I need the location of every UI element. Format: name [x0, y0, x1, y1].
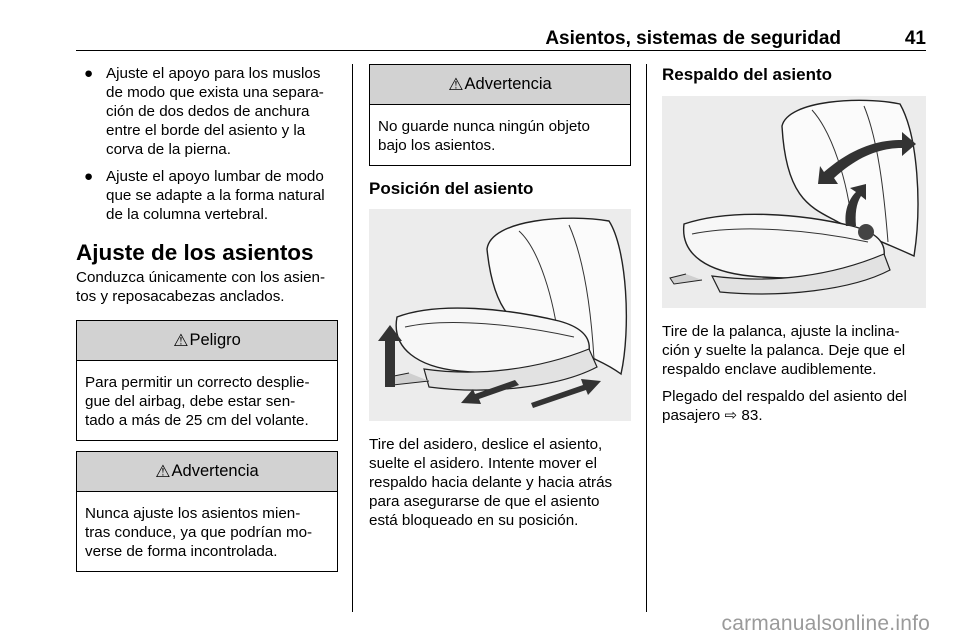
- warning-box: [369, 64, 631, 166]
- text-line: Tire de la palanca, ajuste la inclina-: [662, 323, 900, 340]
- column-divider: [352, 64, 353, 612]
- warning-title: Advertencia: [171, 462, 259, 480]
- intro-paragraph: [76, 268, 338, 306]
- warning-body: [77, 492, 337, 571]
- warning-triangle-icon: ⚠: [448, 75, 464, 94]
- page-header: [76, 26, 926, 51]
- header-title: Asientos, sistemas de seguridad: [545, 28, 841, 49]
- text-line: bajo los asientos.: [378, 137, 496, 154]
- seat-position-paragraph: [369, 435, 631, 530]
- section-title: Ajuste de los asientos: [76, 240, 314, 265]
- middle-column: [369, 64, 631, 530]
- bullet-line: de modo que exista una separa-: [106, 84, 324, 101]
- right-column: [662, 64, 928, 425]
- warning-box: [76, 451, 338, 572]
- text-line: tras conduce, ya que podrían mo-: [85, 524, 313, 541]
- page-reference-link[interactable]: pasajero ⇨ 83.: [662, 407, 763, 424]
- text-line: verse de forma incontrolada.: [85, 543, 278, 560]
- warning-box-header: [370, 65, 630, 105]
- backrest-paragraph-1: [662, 322, 928, 379]
- backrest-drawing: [662, 96, 926, 308]
- text-line: Conduzca únicamente con los asien-: [76, 269, 326, 286]
- text-line: gue del airbag, debe estar sen-: [85, 393, 296, 410]
- text-line: Nunca ajuste los asientos mien-: [85, 505, 301, 522]
- backrest-paragraph-2: [662, 387, 928, 425]
- danger-box: [76, 320, 338, 441]
- column-divider: [646, 64, 647, 612]
- warning-triangle-icon: ⚠: [155, 462, 171, 481]
- text-line: tado a más de 25 cm del volante.: [85, 412, 309, 429]
- bullet-line: corva de la pierna.: [106, 141, 231, 158]
- text-line: Tire del asidero, deslice el asiento,: [369, 436, 603, 453]
- seat-position-illustration: [369, 209, 631, 421]
- bullet-line: entre el borde del asiento y la: [106, 122, 306, 139]
- warning-triangle-icon: ⚠: [173, 331, 189, 350]
- bullet-line: Ajuste el apoyo lumbar de modo: [106, 168, 324, 185]
- backrest-illustration: [662, 96, 926, 308]
- bullet-line: ción de dos dedos de anchura: [106, 103, 310, 120]
- warning-body: [370, 105, 630, 165]
- text-line: suelte el asidero. Intente mover el: [369, 455, 597, 472]
- text-line: está bloqueado en su posición.: [369, 512, 579, 529]
- warning-title: Advertencia: [464, 75, 552, 93]
- text-line: ción y suelte la palanca. Deje que el: [662, 342, 906, 359]
- page-number: 41: [904, 28, 926, 49]
- bullet-dot: ●: [84, 168, 94, 185]
- text-line: respaldo hacia delante y hacia atrás: [369, 474, 613, 491]
- text-line: Para permitir un correcto desplie-: [85, 374, 310, 391]
- danger-body: [77, 361, 337, 440]
- bullet-item: [76, 64, 338, 159]
- text-line: No guarde nunca ningún objeto: [378, 118, 590, 135]
- bullet-dot: ●: [84, 65, 94, 82]
- bullet-line: de la columna vertebral.: [106, 206, 269, 223]
- bullet-item: [76, 167, 338, 224]
- danger-title: Peligro: [189, 331, 241, 349]
- text-line: respaldo enclave audiblemente.: [662, 361, 877, 378]
- section-title: Posición del asiento: [369, 179, 534, 198]
- danger-box-header: [77, 321, 337, 361]
- text-line: Plegado del respaldo del asiento del: [662, 388, 907, 405]
- bullet-line: Ajuste el apoyo para los muslos: [106, 65, 321, 82]
- section-title: Respaldo del asiento: [662, 65, 833, 84]
- warning-box-header: [77, 452, 337, 492]
- bullet-line: que se adapte a la forma natural: [106, 187, 325, 204]
- watermark: carmanualsonline.info: [721, 612, 930, 635]
- seat-drawing: [369, 209, 631, 421]
- text-line: para asegurarse de que el asiento: [369, 493, 600, 510]
- left-column: [76, 64, 338, 572]
- text-line: tos y reposacabezas anclados.: [76, 288, 285, 305]
